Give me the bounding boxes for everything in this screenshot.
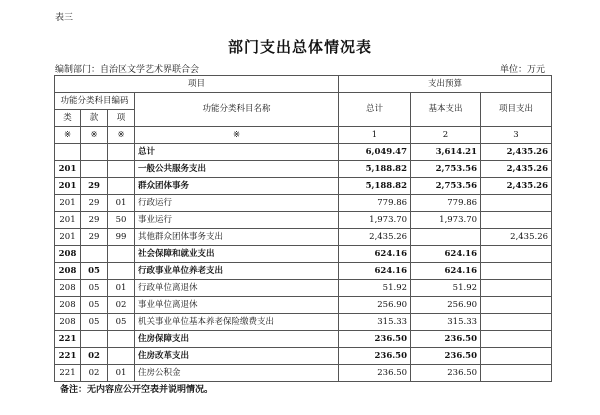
cell-project [481,314,552,331]
cell-lei: 201 [55,195,81,212]
cell-basic: 624.16 [411,246,481,263]
cell-name: 事业运行 [135,212,339,229]
cell-kuan: 02 [81,348,108,365]
cell-basic: 236.50 [411,331,481,348]
table-row [55,178,552,195]
cell-project [481,195,552,212]
cell-basic: 236.50 [411,365,481,382]
mark-xiang: ※ [108,127,135,144]
cell-kuan: 05 [81,314,108,331]
cell-kuan: 29 [81,178,108,195]
table-row [55,365,552,382]
cell-total: 6,049.47 [339,144,411,161]
header-row-1 [55,76,552,93]
cell-basic: 2,753.56 [411,178,481,195]
cell-name: 住房改革支出 [135,348,339,365]
cell-name: 总计 [135,144,339,161]
table-row [55,195,552,212]
cell-kuan [81,161,108,178]
table-row [55,263,552,280]
cell-total: 1,973.70 [339,212,411,229]
cell-kuan: 05 [81,280,108,297]
cell-name: 一般公共服务支出 [135,161,339,178]
cell-kuan [81,331,108,348]
table-row [55,331,552,348]
cell-project: 2,435.26 [481,178,552,195]
cell-name: 行政运行 [135,195,339,212]
compiling-department: 编制部门：自治区文学艺术界联合会 [55,65,200,75]
cell-total: 236.50 [339,365,411,382]
cell-basic: 51.92 [411,280,481,297]
cell-basic: 624.16 [411,263,481,280]
cell-total: 624.16 [339,263,411,280]
cell-lei: 208 [55,314,81,331]
header-project-expense: 项目支出 [481,93,552,127]
cell-lei: 201 [55,229,81,246]
cell-name: 机关事业单位基本养老保险缴费支出 [135,314,339,331]
cell-xiang: 01 [108,195,135,212]
cell-basic: 779.86 [411,195,481,212]
cell-kuan: 05 [81,297,108,314]
header-row-4 [55,127,552,144]
cell-xiang [108,161,135,178]
cell-basic: 315.33 [411,314,481,331]
cell-xiang: 50 [108,212,135,229]
cell-total: 5,188.82 [339,178,411,195]
cell-project: 2,435.26 [481,144,552,161]
cell-lei: 208 [55,280,81,297]
cell-total: 256.90 [339,297,411,314]
cell-name: 事业单位离退休 [135,297,339,314]
header-project: 项目 [55,76,339,93]
cell-lei: 201 [55,161,81,178]
cell-project [481,331,552,348]
cell-project: 2,435.26 [481,161,552,178]
cell-name: 住房保障支出 [135,331,339,348]
cell-name: 群众团体事务 [135,178,339,195]
cell-kuan: 02 [81,365,108,382]
cell-xiang: 99 [108,229,135,246]
cell-kuan: 29 [81,212,108,229]
cell-name: 社会保障和就业支出 [135,246,339,263]
table-row [55,280,552,297]
mark-kuan: ※ [81,127,108,144]
cell-basic: 3,614.21 [411,144,481,161]
table-row [55,297,552,314]
table-number-label: 表三 [55,13,74,23]
cell-xiang: 01 [108,280,135,297]
table-row [55,144,552,161]
mark-name: ※ [135,127,339,144]
cell-total: 236.50 [339,348,411,365]
col-number-2: 2 [411,127,481,144]
cell-project [481,365,552,382]
cell-kuan [81,144,108,161]
cell-lei: 208 [55,246,81,263]
header-row-2 [55,93,552,110]
cell-project [481,280,552,297]
cell-basic: 2,753.56 [411,161,481,178]
cell-project: 2,435.26 [481,229,552,246]
page-title: 部门支出总体情况表 [227,38,372,56]
cell-xiang: 02 [108,297,135,314]
cell-xiang [108,178,135,195]
header-kuan: 款 [81,110,108,127]
cell-xiang: 05 [108,314,135,331]
header-class-code: 功能分类科目编码 [55,93,135,110]
expenditure-table [54,75,552,382]
cell-name: 行政单位离退休 [135,280,339,297]
cell-kuan [81,246,108,263]
cell-basic [411,229,481,246]
cell-project [481,246,552,263]
cell-lei [55,144,81,161]
cell-name: 住房公积金 [135,365,339,382]
unit-label: 单位：万元 [499,65,545,75]
table-row [55,229,552,246]
table-row [55,314,552,331]
cell-total: 2,435.26 [339,229,411,246]
cell-total: 624.16 [339,246,411,263]
cell-xiang [108,263,135,280]
cell-lei: 208 [55,263,81,280]
cell-total: 779.86 [339,195,411,212]
cell-kuan: 29 [81,229,108,246]
cell-basic: 236.50 [411,348,481,365]
cell-lei: 221 [55,331,81,348]
header-total: 总计 [339,93,411,127]
table-row [55,348,552,365]
cell-lei: 221 [55,348,81,365]
table-row [55,212,552,229]
cell-basic: 256.90 [411,297,481,314]
cell-total: 5,188.82 [339,161,411,178]
col-number-3: 3 [481,127,552,144]
cell-lei: 201 [55,212,81,229]
cell-total: 236.50 [339,331,411,348]
cell-total: 315.33 [339,314,411,331]
header-budget: 支出预算 [339,76,552,93]
cell-xiang [108,331,135,348]
table-row [55,246,552,263]
header-basic: 基本支出 [411,93,481,127]
cell-total: 51.92 [339,280,411,297]
footnote: 备注：无内容应公开空表并说明情况。 [60,385,214,395]
cell-project [481,212,552,229]
table-row [55,161,552,178]
cell-xiang: 01 [108,365,135,382]
cell-project [481,263,552,280]
cell-lei: 208 [55,297,81,314]
cell-lei: 221 [55,365,81,382]
cell-basic: 1,973.70 [411,212,481,229]
cell-name: 其他群众团体事务支出 [135,229,339,246]
header-xiang: 项 [108,110,135,127]
cell-project [481,297,552,314]
cell-kuan: 05 [81,263,108,280]
cell-lei: 201 [55,178,81,195]
cell-name: 行政事业单位养老支出 [135,263,339,280]
header-class-name: 功能分类科目名称 [135,93,339,127]
cell-kuan: 29 [81,195,108,212]
cell-xiang [108,246,135,263]
header-lei: 类 [55,110,81,127]
mark-lei: ※ [55,127,81,144]
col-number-1: 1 [339,127,411,144]
cell-xiang [108,144,135,161]
cell-xiang [108,348,135,365]
cell-project [481,348,552,365]
table-body [55,144,552,382]
